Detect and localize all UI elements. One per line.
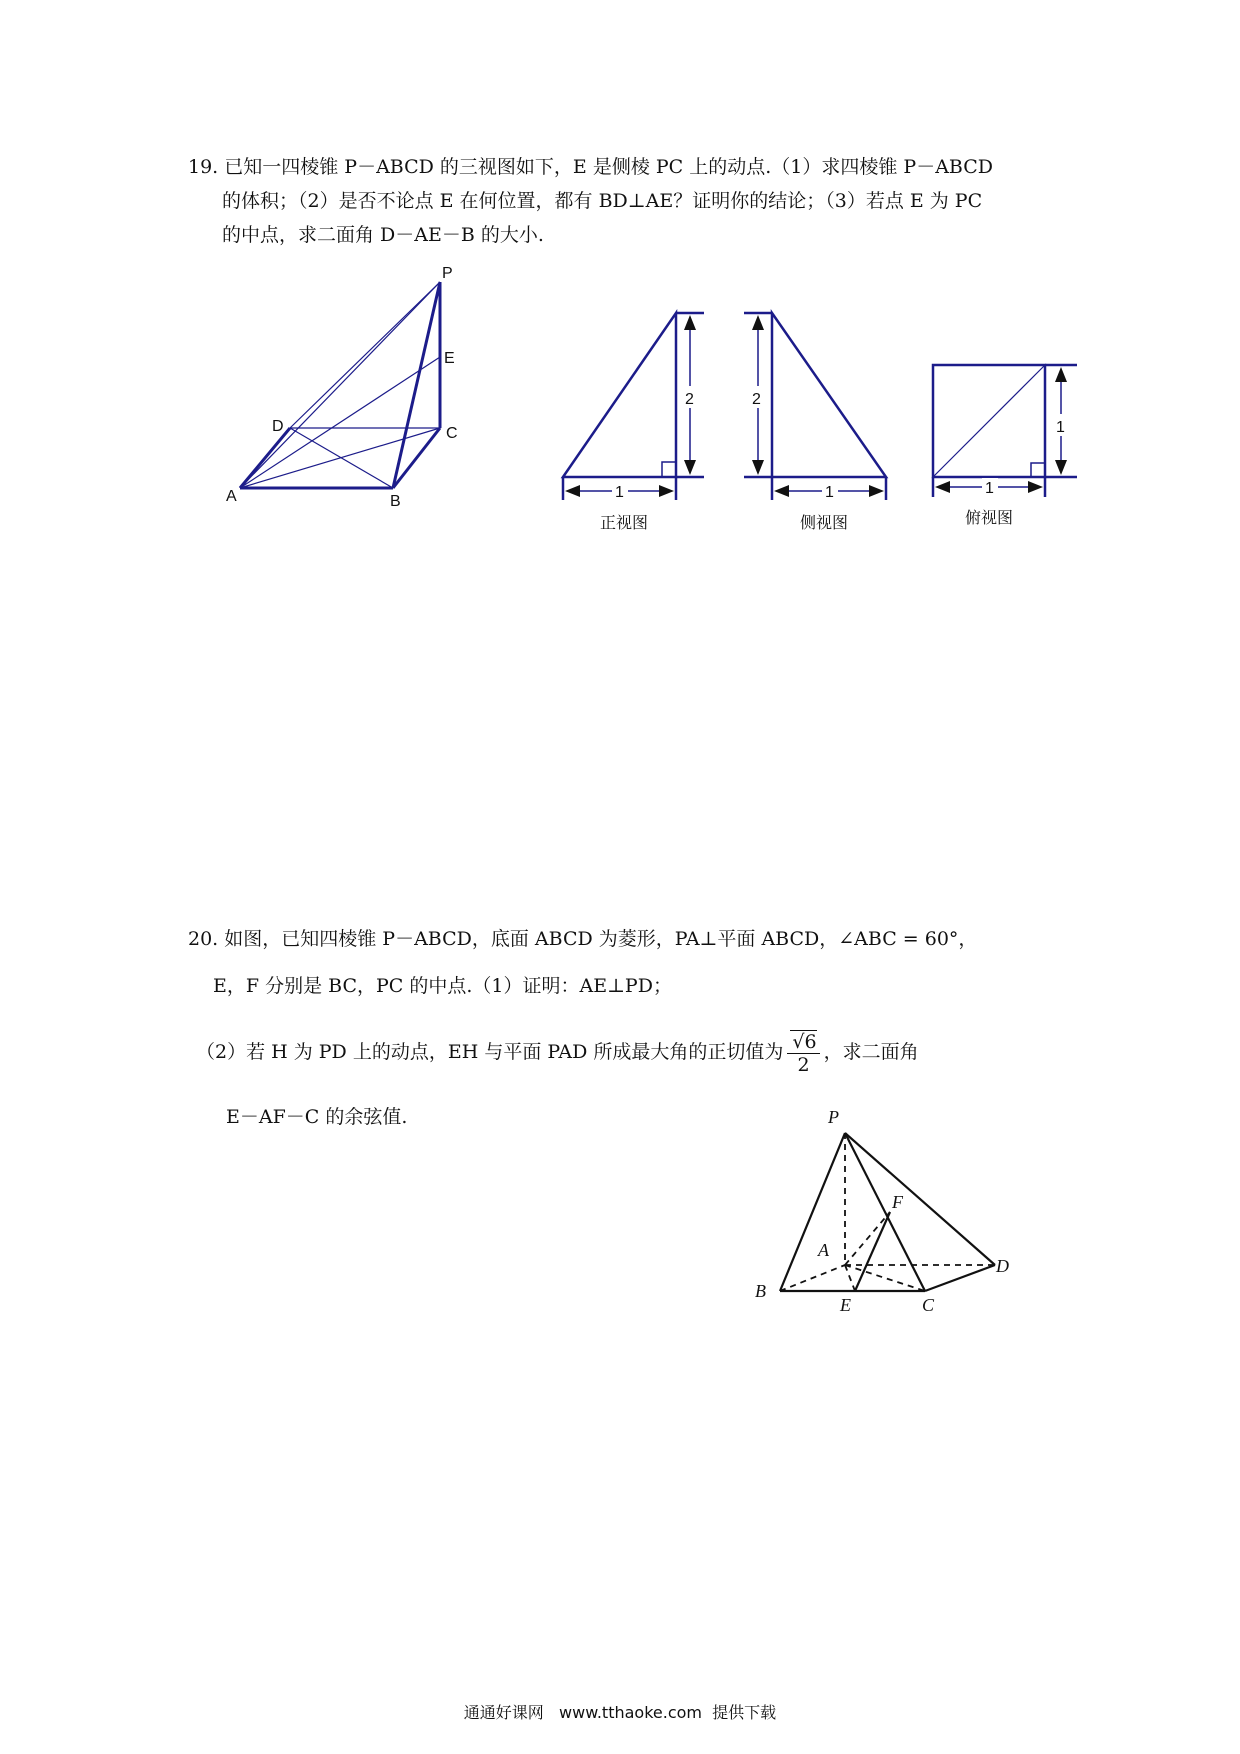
- q19-line-1: 19. 已知一四棱锥 P－ABCD 的三视图如下，E 是侧棱 PC 上的动点.（1）求四棱锥 P－ABCD: [188, 156, 993, 178]
- front-view-width-label: 1: [615, 484, 624, 501]
- top-view-height-label: 1: [1056, 419, 1065, 436]
- top-view-width-label: 1: [985, 480, 994, 497]
- q20-line-3-end: ，求二面角: [823, 1041, 919, 1063]
- tan-fraction: [787, 1031, 819, 1076]
- side-view: [744, 313, 886, 500]
- q19-label-c: C: [446, 425, 458, 442]
- q20-pyramid-figure: [780, 1133, 995, 1291]
- q20-label-c: C: [922, 1295, 935, 1315]
- page-footer: 通通好课网 www.tthaoke.com 提供下载: [463, 1703, 777, 1722]
- q20-label-d: D: [996, 1256, 1009, 1276]
- q19-label-d: D: [272, 418, 284, 435]
- q20-line-3: [196, 1028, 919, 1076]
- q19-line-2: 的体积；（2）是否不论点 E 在何位置，都有 BD⊥AE？证明你的结论；（3）若点 E 为 PC: [222, 190, 983, 212]
- q19-line-3: 的中点，求二面角 D－AE－B 的大小.: [222, 224, 544, 246]
- q20-label-e: E: [840, 1295, 851, 1315]
- q20-line-4: E－AF－C 的余弦值.: [226, 1106, 408, 1128]
- side-view-width-label: 1: [825, 484, 834, 501]
- q20-label-b: B: [755, 1281, 766, 1301]
- q19-label-a: A: [226, 488, 237, 505]
- q20-line-2: E，F 分别是 BC，PC 的中点.（1）证明：AE⊥PD；: [213, 975, 672, 997]
- side-view-caption: 侧视图: [800, 513, 849, 532]
- fraction-numerator: √6: [787, 1031, 819, 1054]
- q20-label-p: P: [828, 1107, 839, 1127]
- q19-label-e: E: [444, 350, 455, 367]
- q20-line-1: 20. 如图，已知四棱锥 P－ABCD，底面 ABCD 为菱形，PA⊥平面 ABCD，∠ABC = 60°，: [188, 928, 978, 950]
- side-view-height-label: 2: [752, 391, 761, 408]
- q19-label-b: B: [390, 493, 401, 510]
- q19-label-p: P: [442, 265, 453, 282]
- front-view: [563, 313, 704, 500]
- q20-line-3-start: （2）若 H 为 PD 上的动点，EH 与平面 PAD 所成最大角的正切值为: [196, 1041, 784, 1063]
- top-view-caption: 俯视图: [965, 508, 1014, 527]
- fraction-denominator: 2: [797, 1053, 810, 1076]
- front-view-caption: 正视图: [600, 513, 649, 532]
- q20-label-a: A: [818, 1240, 829, 1260]
- front-view-height-label: 2: [685, 391, 694, 408]
- q20-label-f: F: [892, 1192, 903, 1212]
